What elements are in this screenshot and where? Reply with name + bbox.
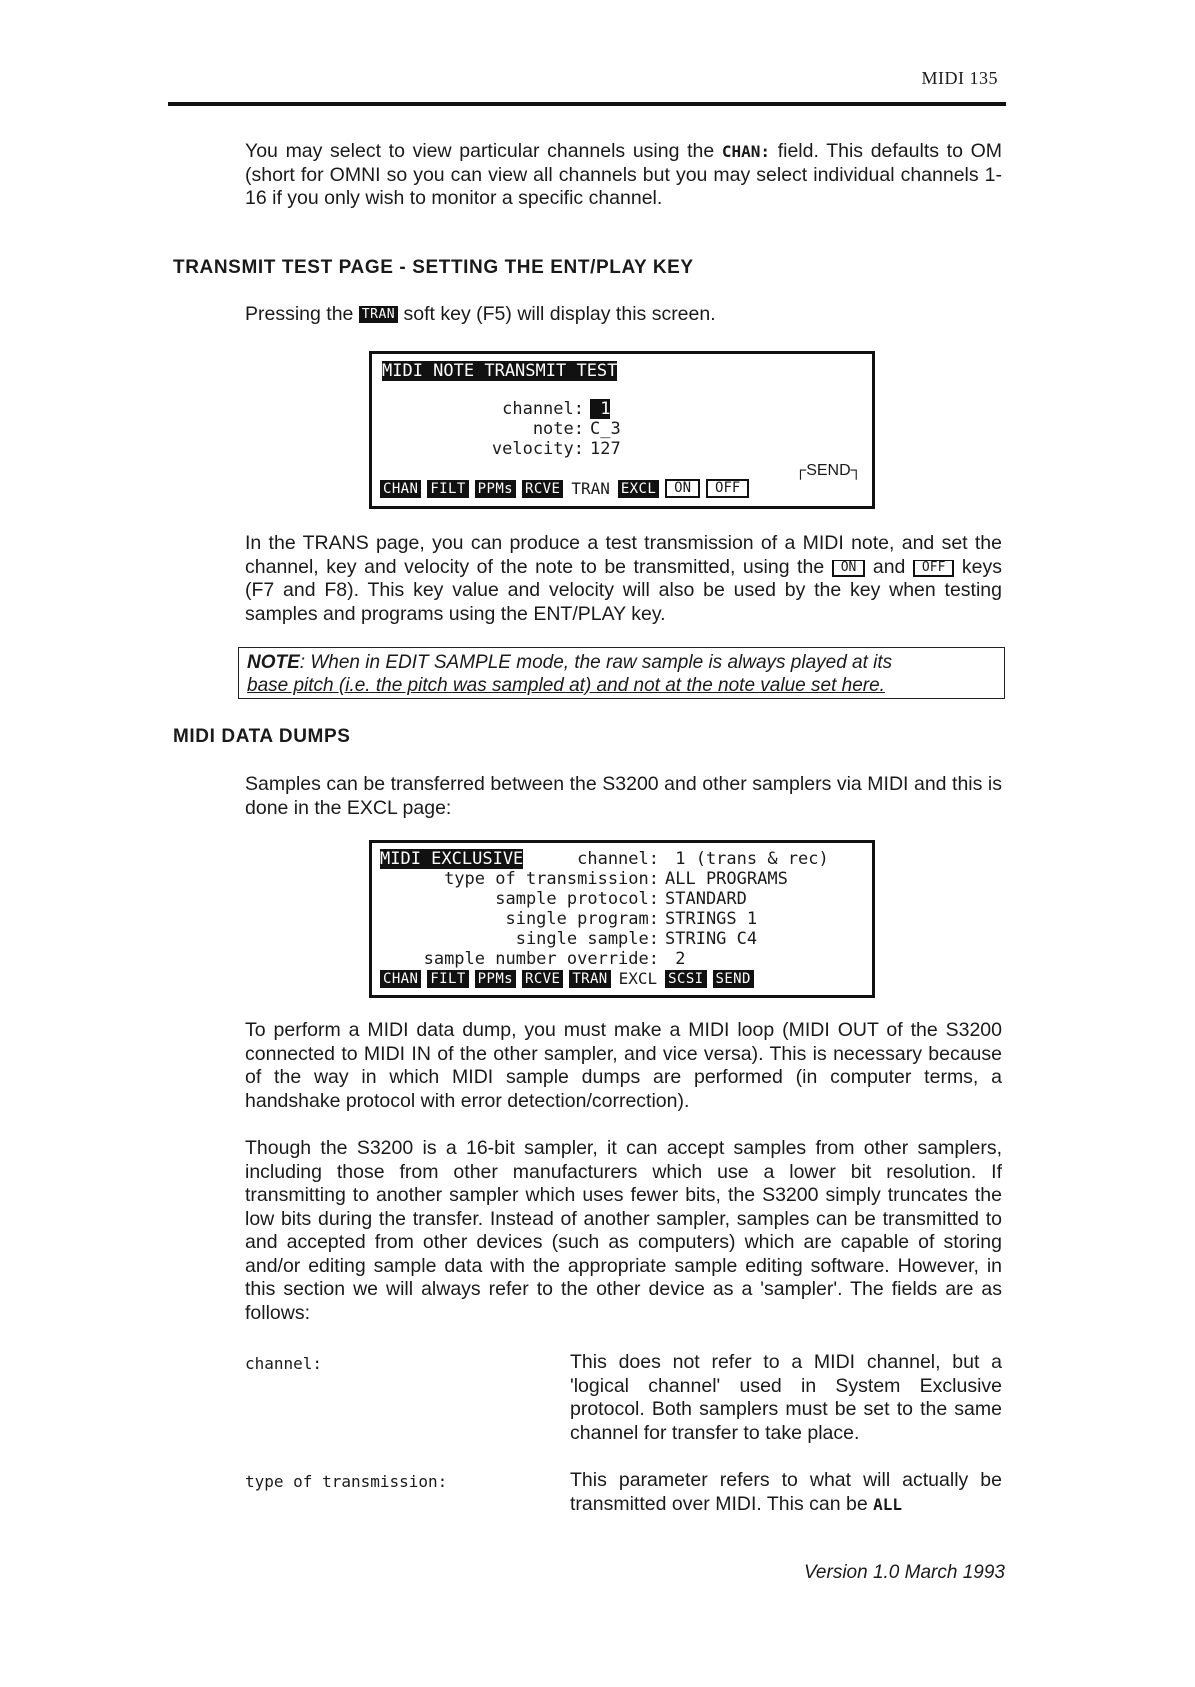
lcd-velocity-value: 127 — [590, 439, 621, 459]
def-term-channel: channel: — [245, 1354, 323, 1373]
softkey-rcve[interactable]: RCVE — [522, 970, 563, 988]
lcd-title-transmit-test: MIDI NOTE TRANSMIT TEST — [382, 361, 618, 381]
intro-text-2: field. This defaults to OM (short for OMNI so you can view all channels but you may select individual channels 1-16 if you only wish to monitor a specific channel. — [245, 140, 1002, 209]
lcd2-override-value: 2 — [665, 949, 686, 969]
pressing-text-2: soft key (F5) will display this screen. — [398, 303, 716, 325]
lcd-channel-value: 1 — [590, 399, 611, 419]
def-body-type-of-transmission — [570, 1469, 1002, 1516]
lcd-send-label: ┌SEND┐ — [794, 462, 862, 479]
trans-text-3: keys (F7 and F8). This key value and velocity will also be used by the key when testing samples and programs using the ENT/PLAY key. — [245, 555, 1003, 625]
def-body-code: ALL — [873, 1494, 902, 1514]
lcd2-transmission-label: type of transmission: — [444, 869, 659, 889]
page-title: MIDI 135 — [921, 68, 998, 88]
dump-paragraph-2: Though the S3200 is a 16-bit sampler, it can accept samples from other samplers, including those from other manufacturers which use a lower bit resolution. If transmitting to another sampler which uses fewer bits, the S3200 simply truncates the low bits during the transfer. Instead of another sampler, samples can be transmitted to and accepted from other devices (such as computers) which are capable of storing and/or editing sample data with the appropriate sample editing software. However, in this section we will always refer to the other device as a 'sampler'. The fields are as follows: — [245, 1137, 1002, 1324]
softkey-chan[interactable]: CHAN — [380, 480, 421, 498]
tran-key: TRAN — [359, 306, 398, 323]
softkey-tran[interactable]: TRAN — [571, 479, 610, 498]
note-line-2: base pitch (i.e. the pitch was sampled at) and not at the note value set here. — [247, 675, 885, 696]
page-header — [168, 64, 1006, 108]
section-heading-transmit-test: TRANSMIT TEST PAGE - SETTING THE ENT/PLAY KEY — [173, 257, 694, 278]
section-heading-midi-data-dumps: MIDI DATA DUMPS — [173, 726, 351, 747]
trans-paragraph — [245, 532, 1002, 626]
softkey-off[interactable]: OFF — [706, 479, 749, 498]
def-body-text: This parameter refers to what will actually be transmitted over MIDI. This can be — [570, 1469, 1002, 1515]
pressing-text-1: Pressing the — [245, 303, 359, 325]
lcd-midi-exclusive — [369, 840, 875, 998]
lcd2-protocol-label: sample protocol: — [495, 889, 659, 909]
softkey-ppms[interactable]: PPMs — [475, 480, 516, 498]
softkey-tran[interactable]: TRAN — [569, 970, 610, 988]
lcd2-transmission-value: ALL PROGRAMS — [665, 869, 788, 889]
lcd-channel-label: channel: — [502, 399, 584, 419]
def-term-type-of-transmission: type of transmission: — [245, 1472, 448, 1491]
chan-field-ref: CHAN: — [721, 142, 771, 161]
on-key: ON — [832, 560, 866, 577]
lcd2-softkeys — [380, 969, 866, 988]
note-box — [238, 647, 1005, 699]
trans-text-2: and — [865, 555, 913, 578]
softkey-filt[interactable]: FILT — [427, 480, 468, 498]
softkey-ppms[interactable]: PPMs — [475, 970, 516, 988]
lcd2-program-value: STRINGS 1 — [665, 909, 758, 929]
lcd2-protocol-value: STANDARD — [665, 889, 747, 909]
lcd-transmit-test — [369, 351, 875, 509]
lcd-velocity-label: velocity: — [491, 439, 584, 459]
dumps-intro-paragraph: Samples can be transferred between the S3200 and other samplers via MIDI and this is done in the EXCL page: — [245, 773, 1002, 819]
lcd-note-value: C_3 — [590, 419, 621, 439]
intro-text-1: You may select to view particular channels using the — [245, 140, 722, 162]
lcd-title-midi-exclusive: MIDI EXCLUSIVE — [380, 849, 524, 869]
lcd2-program-label: single program: — [505, 909, 659, 929]
lcd-note-label: note: — [532, 419, 584, 439]
softkey-filt[interactable]: FILT — [427, 970, 468, 988]
note-line-1: : When in EDIT SAMPLE mode, the raw sample is always played at its — [299, 652, 893, 673]
softkey-on[interactable]: ON — [665, 479, 700, 498]
lcd2-override-label: sample number override: — [423, 949, 659, 969]
softkey-send[interactable]: SEND — [713, 970, 754, 988]
lcd2-sample-value: STRING C4 — [665, 929, 758, 949]
lcd1-softkeys — [380, 479, 866, 498]
dump-paragraph-1: To perform a MIDI data dump, you must make a MIDI loop (MIDI OUT of the S3200 connected to MIDI IN of the other sampler, and vice versa). This is necessary because of the way in which MIDI sample dumps are performed (in computer terms, a handshake protocol with error detection/correction). — [245, 1019, 1002, 1112]
def-body-channel: This does not refer to a MIDI channel, but a 'logical channel' used in System Exclusive protocol. Both samplers must be set to the same channel for transfer to take place. — [570, 1351, 1002, 1444]
softkey-excl[interactable]: EXCL — [618, 969, 658, 988]
note-label: NOTE — [247, 652, 300, 673]
off-key: OFF — [913, 560, 954, 577]
intro-paragraph — [245, 140, 1002, 211]
page-footer-version: Version 1.0 March 1993 — [803, 1562, 1005, 1583]
lcd2-channel-label: channel: — [577, 849, 659, 869]
softkey-scsi[interactable]: SCSI — [665, 970, 706, 988]
softkey-excl[interactable]: EXCL — [618, 480, 659, 498]
trans-text-1: In the TRANS page, you can produce a test transmission of a MIDI note, and set the channel, key and velocity of the note to be transmitted, using the — [245, 532, 1002, 578]
softkey-rcve[interactable]: RCVE — [522, 480, 563, 498]
pressing-paragraph — [245, 303, 1002, 327]
lcd2-channel-value: 1 (trans & rec) — [665, 849, 829, 869]
softkey-chan[interactable]: CHAN — [380, 970, 421, 988]
lcd2-sample-label: single sample: — [515, 929, 659, 949]
header-rule — [168, 102, 1006, 106]
